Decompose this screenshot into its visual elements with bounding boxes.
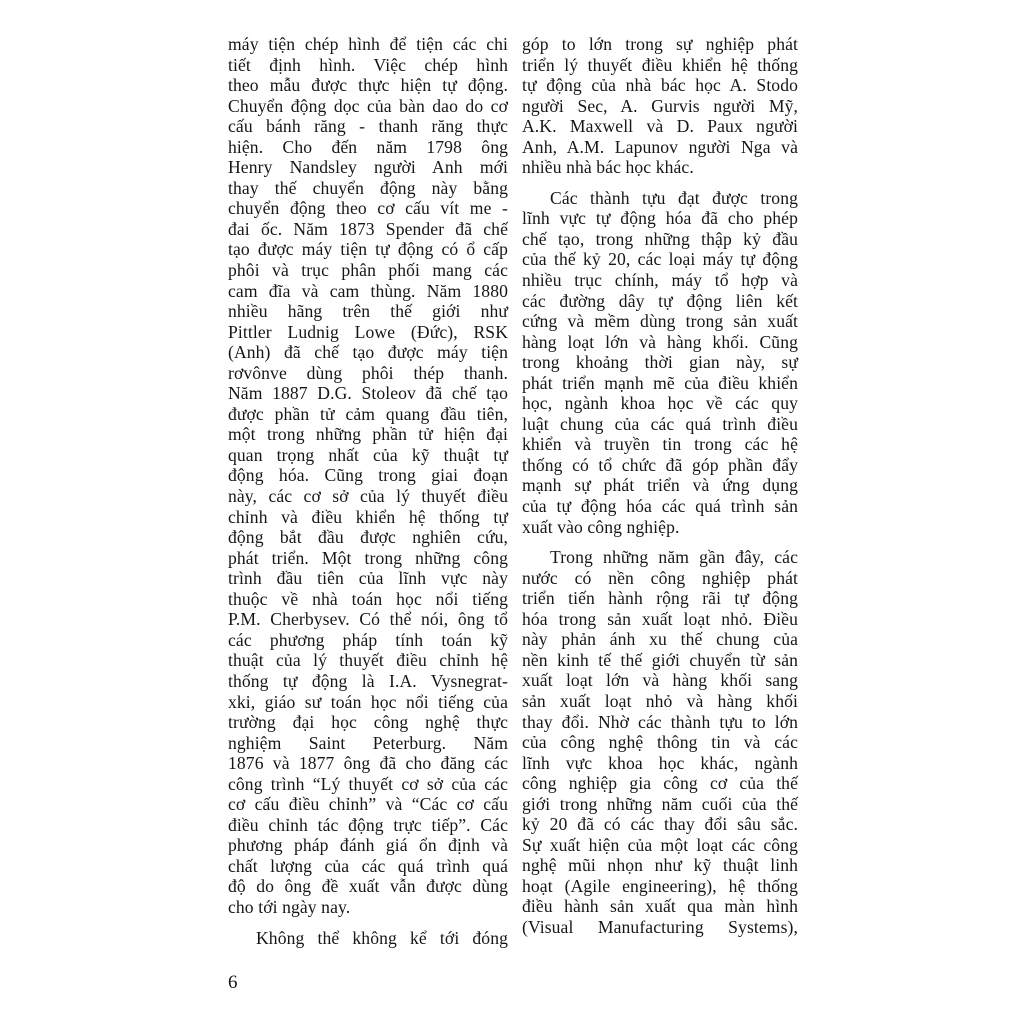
paragraph bbox=[228, 34, 508, 918]
text-line: tự động của nhà bác học A. Stodo bbox=[522, 75, 798, 96]
text-line: (Anh) đã chế tạo được máy tiện bbox=[228, 342, 508, 363]
text-line: nhiều hãng trên thế giới như bbox=[228, 301, 508, 322]
text-line: Henry Nandsley người Anh mới bbox=[228, 157, 508, 178]
text-line: Trong những năm gần đây, các bbox=[550, 547, 798, 568]
text-line: khiển và truyền tin trong các hệ bbox=[522, 434, 798, 455]
text-line: P.M. Cherbysev. Có thể nói, ông tổ bbox=[228, 609, 508, 630]
text-line: chuyển động theo cơ cấu vít me - bbox=[228, 198, 508, 219]
text-line: cho tới ngày nay. bbox=[228, 896, 351, 917]
text-line: độ do ông đề xuất vẫn được dùng bbox=[228, 876, 508, 897]
text-line: tiết định hình. Việc chép hình bbox=[228, 54, 508, 75]
text-line: người Sec, A. Gurvis người Mỹ, bbox=[522, 95, 798, 116]
text-line: này, các cơ sở của lý thuyết điều bbox=[228, 486, 508, 507]
text-line: xki, giáo sư toán học nổi tiếng của bbox=[228, 691, 508, 712]
text-line: nhiều trục chính, máy tổ hợp và bbox=[522, 270, 798, 291]
text-line: Năm 1887 D.G. Stoleov đã chế tạo bbox=[228, 383, 508, 404]
text-line: của thế kỷ 20, các loại máy tự động bbox=[522, 249, 798, 270]
paragraph bbox=[522, 34, 798, 178]
text-line: xuất vào công nghiệp. bbox=[522, 516, 680, 537]
text-line: thay thế chuyển động này bằng bbox=[228, 177, 508, 198]
text-line: cam đĩa và cam thùng. Năm 1880 bbox=[228, 280, 508, 301]
page-number: 6 bbox=[228, 972, 238, 993]
text-line: phương pháp đánh giá ổn định và bbox=[228, 835, 508, 856]
text-line: Anh, A.M. Lapunov người Nga và bbox=[522, 136, 798, 157]
text-line: hoạt (Agile engineering), hệ thống bbox=[522, 875, 798, 896]
text-line: rơvônve dùng phôi thép thanh. bbox=[228, 362, 508, 383]
text-line: điều chỉnh tác động trực tiếp”. Các bbox=[228, 814, 508, 835]
text-line: nghiệm Saint Peterburg. Năm bbox=[228, 732, 508, 753]
text-line: Chuyển động dọc của bàn dao do cơ bbox=[228, 95, 508, 116]
text-line: xuất loạt lớn và hàng khối sang bbox=[522, 670, 798, 691]
text-line: trình đầu tiên của lĩnh vực này bbox=[228, 568, 508, 589]
text-line: quan trọng nhất của kỹ thuật tự bbox=[228, 444, 508, 465]
text-line: thuộc về nhà toán học nổi tiếng bbox=[228, 588, 508, 609]
text-column-right bbox=[522, 34, 798, 948]
text-line: chế tạo, trong những thập kỷ đầu bbox=[522, 228, 798, 249]
text-line: hiện. Cho đến năm 1798 ông bbox=[228, 136, 508, 157]
text-line: mạnh sự phát triển và ứng dụng bbox=[522, 475, 798, 496]
text-line: của tự động hóa các quá trình sản bbox=[522, 496, 798, 517]
text-line: trường đại học công nghệ thực bbox=[228, 712, 508, 733]
text-line: Không thể không kể tới đóng bbox=[256, 927, 508, 948]
text-line: công nghiệp gia công cơ của thế bbox=[522, 773, 798, 794]
text-line: các đường dây tự động liên kết bbox=[522, 290, 798, 311]
text-line: phát triển. Một trong những công bbox=[228, 547, 508, 568]
text-line: Các thành tựu đạt được trong bbox=[550, 187, 798, 208]
text-line: này phản ánh xu thế chung của bbox=[522, 629, 798, 650]
text-line: thay đổi. Nhờ các thành tựu to lớn bbox=[522, 711, 798, 732]
text-line: sản xuất loạt nhỏ và hàng khối bbox=[522, 690, 798, 711]
text-line: lĩnh vực khoa học khác, ngành bbox=[522, 752, 798, 773]
text-line: thống tự động là I.A. Vysnegrat- bbox=[228, 670, 508, 691]
text-line: hàng loạt lớn và hàng khối. Cũng bbox=[522, 331, 798, 352]
text-line: (Visual Manufacturing Systems), bbox=[522, 916, 798, 937]
text-line: của công nghệ thông tin và các bbox=[522, 732, 798, 753]
text-line: lĩnh vực tự động hóa đã cho phép bbox=[522, 208, 798, 229]
text-line: triển tiến hành rộng rãi tự động bbox=[522, 588, 798, 609]
paragraph bbox=[522, 188, 798, 537]
text-line: giới trong những năm cuối của thế bbox=[522, 793, 798, 814]
text-line: đai ốc. Năm 1873 Spender đã chế bbox=[228, 218, 508, 239]
text-line: cứng và mềm dùng trong sản xuất bbox=[522, 311, 798, 332]
text-line: máy tiện chép hình để tiện các chi bbox=[228, 34, 508, 54]
text-line: động bắt đầu được nghiên cứu, bbox=[228, 527, 508, 548]
text-line: học, ngành khoa học về các quy bbox=[522, 393, 798, 414]
text-line: các phương pháp tính toán kỹ bbox=[228, 629, 508, 650]
text-line: hóa trong sản xuất loạt nhỏ. Điều bbox=[522, 608, 798, 629]
text-line: nước có nền công nghiệp phát bbox=[522, 567, 798, 588]
text-line: Sự xuất hiện của một loạt các công bbox=[522, 834, 798, 855]
text-line: thống có tổ chức đã góp phần đẩy bbox=[522, 454, 798, 475]
text-line: công trình “Lý thuyết cơ sở của các bbox=[228, 773, 508, 794]
text-line: A.K. Maxwell và D. Paux người bbox=[522, 116, 798, 137]
text-column-left bbox=[228, 34, 508, 958]
text-line: kỷ 20 đã có các thay đổi sâu sắc. bbox=[522, 814, 798, 835]
text-line: chỉnh và điều khiển hệ thống tự bbox=[228, 506, 508, 527]
text-line: 1876 và 1877 ông đã cho đăng các bbox=[228, 753, 508, 774]
text-line: điều hành sản xuất qua màn hình bbox=[522, 896, 798, 917]
text-line: nhiều nhà bác học khác. bbox=[522, 157, 694, 178]
text-line: góp to lớn trong sự nghiệp phát bbox=[522, 34, 798, 54]
text-line: động hóa. Cũng trong giai đoạn bbox=[228, 465, 508, 486]
text-line: thuật của lý thuyết điều chỉnh hệ bbox=[228, 650, 508, 671]
text-line: cấu bánh răng - thanh răng thực bbox=[228, 116, 508, 137]
text-line: một trong những phần tử hiện đại bbox=[228, 424, 508, 445]
text-line: theo mẫu được thực hiện tự động. bbox=[228, 75, 508, 96]
text-line: cơ cấu điều chỉnh” và “Các cơ cấu bbox=[228, 794, 508, 815]
text-line: luật chung của các quá trình điều bbox=[522, 413, 798, 434]
text-line: nghệ mũi nhọn như kỹ thuật linh bbox=[522, 855, 798, 876]
text-line: triển lý thuyết điều khiển hệ thống bbox=[522, 54, 798, 75]
text-line: được phần tử cảm quang đầu tiên, bbox=[228, 403, 508, 424]
text-line: phát triển mạnh mẽ của điều khiển bbox=[522, 372, 798, 393]
text-line: trong khoảng thời gian này, sự bbox=[522, 352, 798, 373]
text-line: Pittler Ludnig Lowe (Đức), RSK bbox=[228, 321, 508, 342]
paragraph bbox=[228, 928, 508, 949]
text-line: phôi và trục phân phối mang các bbox=[228, 260, 508, 281]
text-line: nền kinh tế thế giới chuyển từ sản bbox=[522, 649, 798, 670]
paragraph bbox=[522, 547, 798, 937]
text-line: tạo được máy tiện tự động có ổ cấp bbox=[228, 239, 508, 260]
text-line: chất lượng của các quá trình quá bbox=[228, 855, 508, 876]
